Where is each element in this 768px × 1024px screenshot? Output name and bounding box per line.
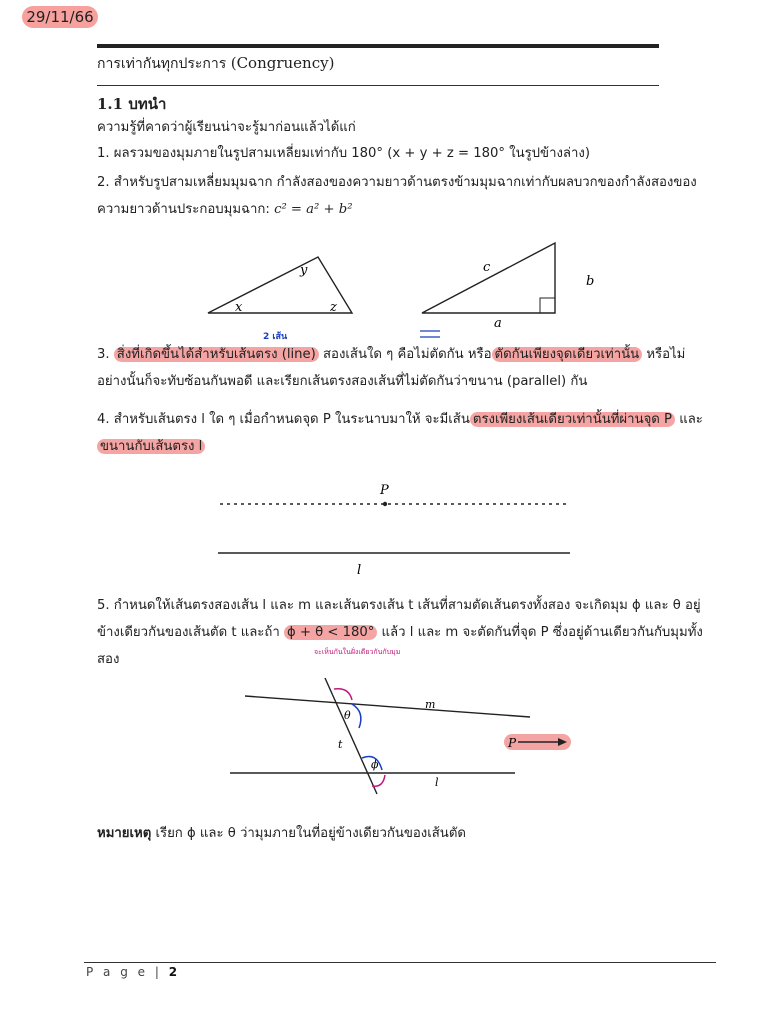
handwritten-note-small: จะเห็นกันในฝั่งเดียวกันกับมุม	[314, 648, 401, 656]
label-l: l	[435, 776, 439, 789]
item-5-highlight: ϕ + θ < 180°	[284, 625, 377, 640]
item-3-mid: สองเส้นใด ๆ คือไม่ตัดกัน หรือ	[318, 347, 492, 362]
triangle-figures	[200, 235, 620, 335]
item-4-highlight-2: ขนานกับเส้นตรง l	[97, 439, 205, 454]
pen-marks	[418, 328, 442, 340]
line-m	[245, 696, 530, 717]
triangle-xyz	[208, 257, 352, 315]
note-text: เรียก ϕ และ θ ว่ามุมภายในที่อยู่ข้างเดียวกันของเส้นตัด	[151, 826, 466, 841]
item-5	[97, 592, 707, 673]
item-3	[97, 341, 707, 395]
item-5-prefix: 5. กำหนดให้เส้นตรงสองเส้น l และ m และเส้นตรงเส้น t เส้นที่สามตัดเส้นตรงทั้งสอง จะเกิดมุม ϕ และ θ อยู่ข้างเดียวกันของเส้นตัด t และถ้า	[97, 598, 701, 640]
label-x: x	[235, 300, 243, 315]
item-1: 1. ผลรวมของมุมภายในรูปสามเหลี่ยมเท่ากับ 180° (x + y + z = 180° ในรูปข้างล่าง)	[97, 146, 590, 161]
label-c: c	[483, 260, 491, 275]
note	[97, 820, 707, 847]
footer-separator: |	[148, 965, 169, 979]
intro-text: ความรู้ที่คาดว่าผู้เรียนน่าจะรู้มาก่อนแล้วได้แก่	[97, 120, 356, 135]
transversal-figure	[225, 674, 585, 804]
item-3-highlight-2: ตัดกันเพียงจุดเดียวเท่านั้น	[492, 347, 643, 362]
item-5-rest: แล้ว l และ m จะตัดกันที่จุด P ซึ่งอยู่ด้านเดียวกันกับมุมทั้งสอง	[97, 625, 703, 667]
title-thai: การเท่ากันทุกประการ	[97, 56, 231, 72]
page-title	[97, 53, 334, 75]
point-P	[383, 502, 387, 506]
item-4-mid: และ	[675, 412, 703, 427]
item-2-text: 2. สำหรับรูปสามเหลี่ยมมุมฉาก กำลังสองของความยาวด้านตรงข้ามมุมฉากเท่ากับผลบวกของกำลังสองของความยาวด้านประกอบมุมฉาก:	[97, 175, 697, 217]
label-P: P	[508, 736, 517, 750]
date-tag: 29/11/66	[22, 6, 98, 28]
page-number: 2	[168, 965, 178, 979]
header-rule-bottom	[97, 85, 659, 86]
item-4	[97, 406, 707, 460]
item-3-prefix: 3.	[97, 347, 114, 362]
label-m: m	[425, 698, 436, 711]
footer-page-word: P a g e	[86, 965, 149, 979]
handwritten-note-2-lines: 2 เส้น	[263, 332, 288, 342]
label-b: b	[586, 274, 595, 289]
header-rule-top	[97, 44, 659, 48]
item-4-highlight-1: ตรงเพียงเส้นเดียวเท่านั้นที่ผ่านจุด P	[470, 412, 675, 427]
note-label: หมายเหตุ	[97, 826, 152, 841]
label-l: l	[357, 563, 362, 578]
item-4-prefix: 4. สำหรับเส้นตรง l ใด ๆ เมื่อกำหนดจุด P ในระนาบมาให้ จะมีเส้น	[97, 412, 470, 427]
right-triangle-abc	[422, 243, 594, 331]
label-P: P	[380, 483, 389, 498]
label-theta: θ	[344, 709, 351, 722]
pythagoras-formula: c² = a² + b²	[274, 202, 353, 217]
theta-arc	[352, 704, 361, 728]
label-a: a	[494, 316, 502, 331]
item-2	[97, 169, 707, 223]
label-phi: ϕ	[371, 758, 379, 771]
label-z: z	[330, 300, 337, 315]
item-3-highlight-1: สิ่งที่เกิดขึ้นได้สำหรับเส้นตรง (line)	[114, 347, 319, 362]
parallel-figure	[215, 478, 575, 578]
footer-rule	[84, 962, 716, 963]
label-y: y	[300, 263, 308, 278]
title-english: (Congruency)	[230, 54, 335, 72]
angle-arc-upper-pink	[334, 689, 352, 700]
angle-arc-lower-pink	[372, 775, 385, 786]
label-t: t	[338, 738, 343, 751]
page-footer	[86, 965, 177, 979]
section-heading: 1.1 บทนำ	[97, 95, 167, 113]
item-3-rest: หรือไม่อย่างนั้นก็จะทับซ้อนกันพอดี และเรียกเส้นตรงสองเส้นที่ไม่ตัดกันว่าขนาน (parallel) กัน	[97, 347, 686, 389]
